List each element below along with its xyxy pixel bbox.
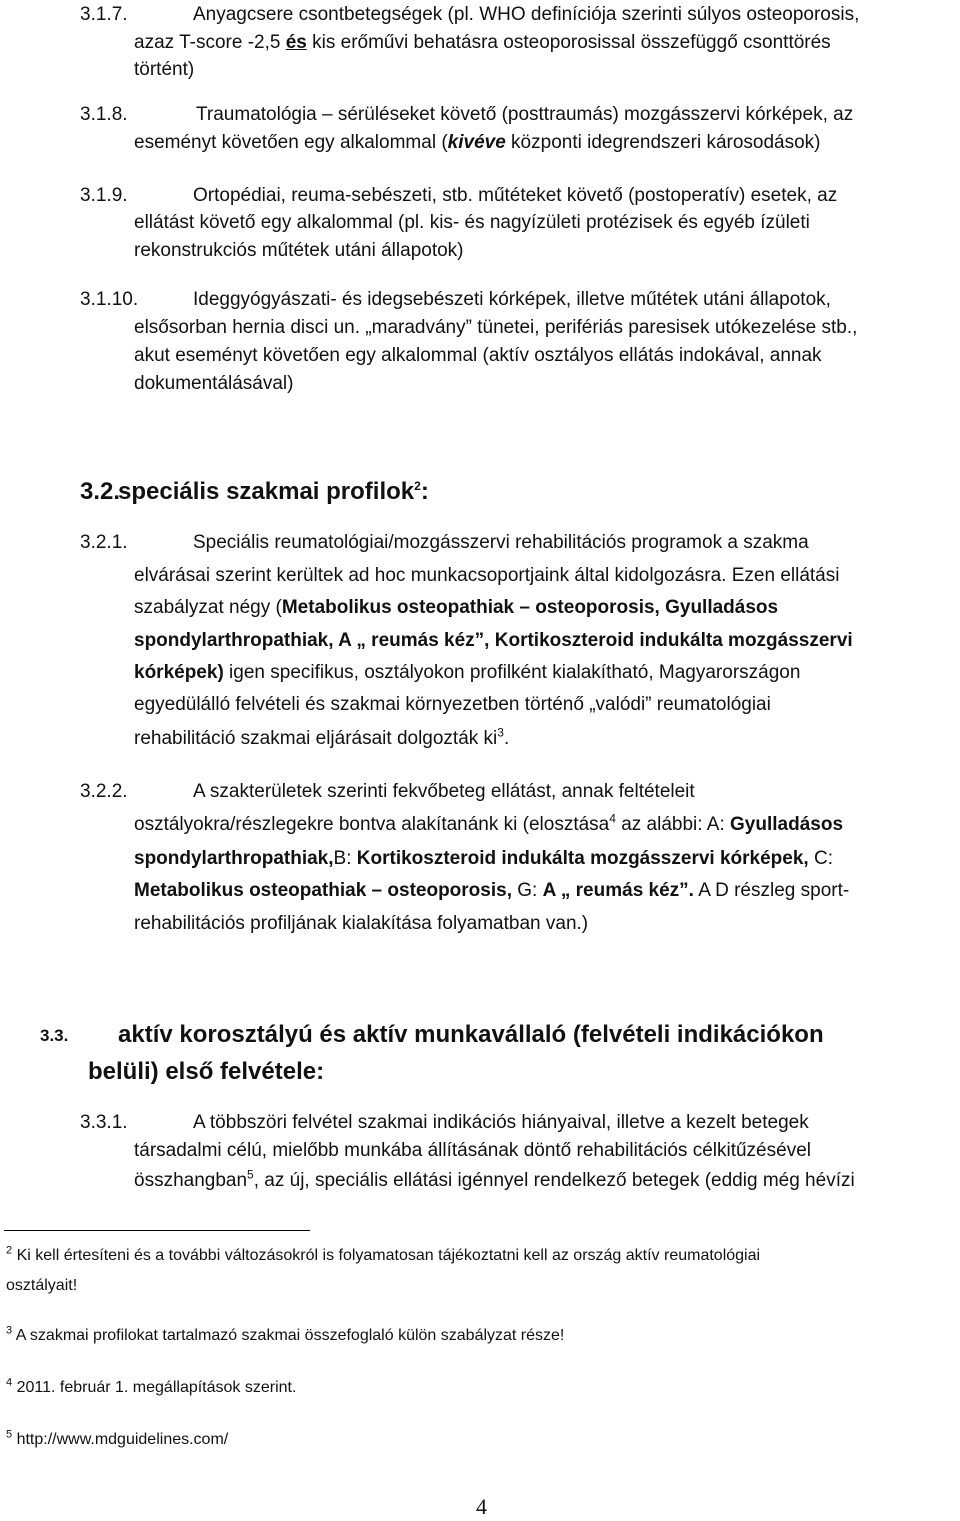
section-title-line: belüli) első felvétele: xyxy=(88,1058,325,1085)
item-text-line: összhangban$^5$, az új, speciális ellátási igénnyel rendelkező betegek (eddig még hévízi xyxy=(134,1167,855,1191)
item-text-line: rehabilitáció szakmai eljárásait dolgozták $ki^3$. xyxy=(134,725,510,749)
item-number: 3.3.1. xyxy=(80,1112,128,1133)
item-text-line: A szakterületek szerinti fekvőbeteg ellátást, annak feltételeit xyxy=(193,781,695,802)
item-text-line: egyedülálló felvételi és szakmai környezetben történő „valódi” reumatológiai xyxy=(134,694,771,715)
item-number: 3.1.7. xyxy=(80,4,128,25)
footnote-line: $^5$ http://www.mdguidelines.com/ xyxy=(6,1428,229,1448)
item-number: 3.2.2. xyxy=(80,781,128,802)
item-text-line: dokumentálásával) xyxy=(134,373,294,394)
item-text-line: Metabolikus osteopathiak – osteoporosis, G: A „ reumás kéz”. A D részleg sport- xyxy=(134,880,850,901)
item-number: 3.2.1. xyxy=(80,532,128,553)
item-text-line: Ideggyógyászati- és idegsebészeti kórképek, illetve műtétek utáni állapotok, xyxy=(193,289,831,310)
footnote-ref: 3 xyxy=(497,725,504,740)
footnote-ref: 2 xyxy=(414,479,421,493)
item-text-line: kórképek) igen specifikus, osztályokon profilként kialakítható, Magyarországon xyxy=(134,662,801,683)
item-text-line: A többszöri felvétel szakmai indikációs hiányaival, illetve a kezelt betegek xyxy=(193,1112,809,1133)
footnote-line: $^3$ A szakmai profilokat tartalmazó szakmai összefoglaló külön szabályzat része! xyxy=(6,1324,565,1344)
item-text-line: elvárásai szerint kerültek ad hoc munkacsoportjaink által kidolgozásra. Ezen ellátási xyxy=(134,565,840,586)
section-number: 3.2. xyxy=(80,478,121,505)
section-number: 3.3. xyxy=(40,1026,69,1045)
item-text-line: társadalmi célú, mielőbb munkába állításának döntő rehabilitációs célkitűzésével xyxy=(134,1140,811,1161)
footnote-line: osztályait! xyxy=(6,1277,78,1294)
footnote-line: $^4$ 2011. február 1. megállapítások szerint. xyxy=(6,1376,297,1396)
page-number: 4 xyxy=(476,1494,487,1519)
item-text-line: rekonstrukciós műtétek utáni állapotok) xyxy=(134,240,464,261)
item-text-line: Traumatológia – sérüléseket követő (posttraumás) mozgásszervi kórképek, az xyxy=(196,104,854,125)
item-number: 3.1.9. xyxy=(80,185,128,206)
section-title-line: aktív korosztályú és aktív munkavállaló (felvételi indikációkon xyxy=(118,1021,824,1048)
item-text-line: elsősorban hernia disci un. „maradvány” tünetei, perifériás paresisek utókezelése stb., xyxy=(134,317,858,338)
item-text-line: ellátást követő egy alkalommal (pl. kis- és nagyízületi protézisek és egyéb ízületi xyxy=(134,212,810,233)
item-text-line: rehabilitációs profiljának kialakítása folyamatban van.) xyxy=(134,913,589,934)
item-text-line: spondylarthropathiak,B: Kortikoszteroid indukálta mozgásszervi kórképek, C: xyxy=(134,848,833,869)
footnote-mark: 4 xyxy=(6,1376,13,1389)
item-number: 3.1.10. xyxy=(80,289,139,310)
footnote-ref: 5 xyxy=(247,1167,254,1182)
footnote-mark: 3 xyxy=(6,1324,13,1337)
footnote-ref: 4 xyxy=(609,811,616,826)
item-text-line: történt) xyxy=(134,59,195,80)
footnote-line: $^2$ Ki kell értesíteni és a további változásokról is folyamatosan tájékoztatni kell az ország aktív reumatológiai xyxy=(6,1244,761,1264)
footnote-mark: 5 xyxy=(6,1428,13,1441)
item-text-line: Anyagcsere csontbetegségek (pl. WHO definíciója szerinti súlyos osteoporosis, xyxy=(193,4,860,25)
item-text-line: szabályzat négy (Metabolikus osteopathiak – osteoporosis, Gyulladásos xyxy=(134,597,779,618)
item-text-line: spondylarthropathiak, A „ reumás kéz”, Kortikoszteroid indukálta mozgásszervi xyxy=(134,630,853,651)
footnote-mark: 2 xyxy=(6,1244,13,1257)
footnote-separator xyxy=(4,1230,310,1231)
item-text-line: Ortopédiai, reuma-sebészeti, stb. műtéteket követő (postoperatív) esetek, az xyxy=(193,185,838,206)
section-title: speciális szakmai profilok$^2$: xyxy=(118,478,429,505)
item-text-line: osztályokra/részlegekre bontva alakítanánk ki (elosztása$^4$ az alábbi: A: Gyulladásos xyxy=(134,811,844,835)
item-text-line: Speciális reumatológiai/mozgásszervi rehabilitációs programok a szakma xyxy=(193,532,809,553)
item-text-line: azaz T-score -2,5 és kis erőművi behatásra osteoporosissal összefüggő csonttörés xyxy=(134,32,831,53)
item-text-line: eseményt követően egy alkalommal (kivéve központi idegrendszeri károsodások) xyxy=(134,132,821,153)
item-number: 3.1.8. xyxy=(80,104,128,125)
item-text-line: akut eseményt követően egy alkalommal (aktív osztályos ellátás indokával, annak xyxy=(134,345,822,366)
